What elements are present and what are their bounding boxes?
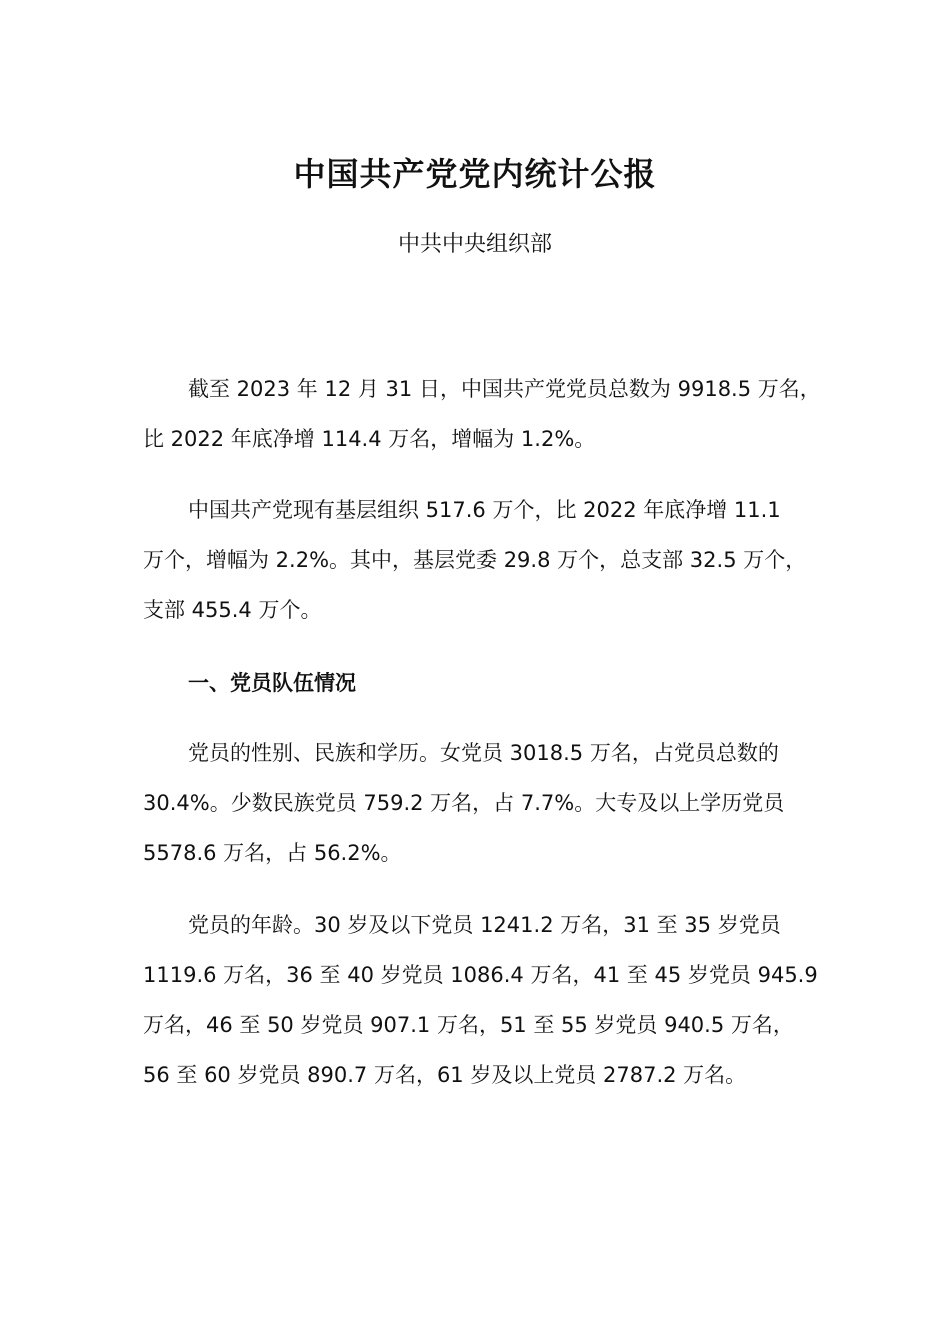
paragraph-line: 党员的年龄。30 岁及以下党员 1241.2 万名，31 至 35 岁党员 bbox=[188, 913, 781, 937]
paragraph-line: 万名，46 至 50 岁党员 907.1 万名，51 至 55 岁党员 940.5 万名， bbox=[143, 1013, 794, 1037]
paragraph-line: 截至 2023 年 12 月 31 日，中国共产党党员总数为 9918.5 万名， bbox=[188, 377, 821, 401]
section-heading: 一、党员队伍情况 bbox=[188, 671, 356, 695]
paragraph-line: 党员的性别、民族和学历。女党员 3018.5 万名，占党员总数的 bbox=[188, 741, 779, 765]
paragraph-grassroots-organizations bbox=[143, 485, 833, 635]
paragraph-line: 30.4%。少数民族党员 759.2 万名，占 7.7%。大专及以上学历党员 bbox=[143, 791, 785, 815]
paragraph-line: 比 2022 年底净增 114.4 万名，增幅为 1.2%。 bbox=[143, 427, 596, 451]
paragraph-line: 56 至 60 岁党员 890.7 万名，61 岁及以上党员 2787.2 万名。 bbox=[143, 1063, 747, 1087]
paragraph-party-membership-total bbox=[143, 364, 833, 464]
paragraph-age-distribution bbox=[143, 900, 833, 1100]
paragraph-gender-ethnicity-education bbox=[143, 728, 833, 878]
paragraph-line: 万个，增幅为 2.2%。其中，基层党委 29.8 万个，总支部 32.5 万个， bbox=[143, 548, 807, 572]
paragraph-line: 1119.6 万名，36 至 40 岁党员 1086.4 万名，41 至 45 岁党员 945.9 bbox=[143, 963, 818, 987]
paragraph-line: 中国共产党现有基层组织 517.6 万个，比 2022 年底净增 11.1 bbox=[188, 498, 781, 522]
document-author: 中共中央组织部 bbox=[397, 232, 552, 257]
document-title: 中国共产党党内统计公报 bbox=[293, 155, 657, 193]
section-heading-membership bbox=[143, 658, 833, 708]
paragraph-line: 支部 455.4 万个。 bbox=[143, 598, 322, 622]
paragraph-line: 5578.6 万名，占 56.2%。 bbox=[143, 841, 402, 865]
